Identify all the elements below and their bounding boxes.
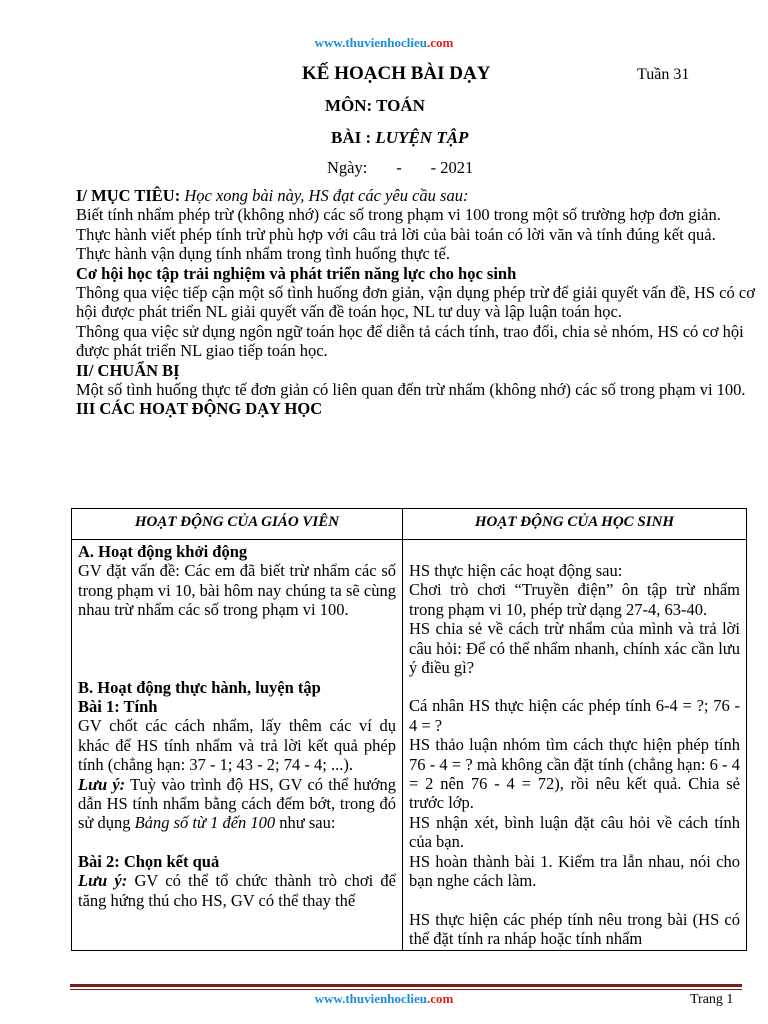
student-activity: HS nhận xét, bình luận đặt câu hỏi về cách tính của bạn. [409,812,740,852]
site-domain: .com [426,991,454,1006]
objectives-intro: Học xong bài này, HS đạt các yêu cầu sau: [184,186,469,205]
exercise-2-heading: Bài 2: Chọn kết quả [78,851,220,871]
note-1-italic: Bảng số từ 1 đến 100 [134,813,276,833]
objective-item: Biết tính nhẩm phép trừ (không nhớ) các số trong phạm vi 100 trong một số trường hợp đơn giản. [76,205,721,225]
student-activity: HS hoàn thành bài 1. Kiểm tra lẫn nhau, nói cho bạn nghe cách làm. [409,851,740,891]
student-activity: Chơi trò chơi “Truyền điện” ôn tập trừ nhẩm trong phạm vi 10, phép trừ dạng 27-4, 63-40. [409,580,740,619]
note-1 [78,775,396,833]
note-2 [78,871,396,910]
student-activity: HS thảo luận nhóm tìm cách thực hiện phép tính 76 - 4 = ? mà không cần đặt tính (chẳng hạn: 6 - 4 = 2 nên 76 - 4 = 72), rồi nêu kết quả. Chia sẻ trước lớp. [409,735,740,813]
subject-label: MÔN: TOÁN [325,96,425,115]
teacher-column-header: HOẠT ĐỘNG CỦA GIÁO VIÊN [72,509,403,540]
note-label: Lưu ý: [78,871,128,891]
student-column [403,540,747,951]
student-activity: Cá nhân HS thực hiện các phép tính 6-4 = ?; 76 - 4 = ? [409,696,740,735]
note-label: Lưu ý: [78,774,126,794]
date-line: Ngày: - - 2021 [327,158,474,177]
site-name: www.thuvienhoclieu [314,35,427,50]
activities-table [71,508,747,951]
objectives-heading: I/ MỤC TIÊU: [76,186,185,205]
site-domain: .com [426,35,454,50]
site-header [0,35,768,51]
section-a-text: GV đặt vấn đề: Các em đã biết trừ nhẩm các số trong phạm vi 10, bài hôm nay chúng ta sẽ cùng nhau trừ nhẩm các số trong phạm vi 100. [78,561,396,620]
student-activity: HS chia sẻ về cách trừ nhẩm của mình và trả lời câu hỏi: Để có thể nhẩm nhanh, chính xác cần lưu ý điều gì? [409,619,740,678]
student-column-header: HOẠT ĐỘNG CỦA HỌC SINH [403,509,747,540]
site-footer [0,991,768,1007]
objective-item: Thực hành viết phép tính trừ phù hợp với câu trả lời của bài toán có lời văn và tính đúng kết quả. [76,224,716,244]
page-title: KẾ HOẠCH BÀI DẠY [302,63,491,84]
lesson-name: LUYỆN TẬP [375,128,469,147]
preparation-text: Một số tình huống thực tế đơn giản có liên quan đến trừ nhẩm (không nhớ) các số trong phạm vi 100. [76,380,746,400]
week-label: Tuần 31 [637,66,690,83]
teacher-column [72,540,403,951]
exercise-1-text: GV chốt các cách nhẩm, lấy thêm các ví dụ khác để HS tính nhẩm và trả lời kết quả phép tính (chẳng hạn: 37 - 1; 43 - 2; 74 - 4; ...). [78,716,396,775]
site-name: www.thuvienhoclieu [314,991,427,1006]
objective-item: Thực hành vận dụng tính nhẩm trong tình huống thực tế. [76,244,450,264]
activities-heading: III CÁC HOẠT ĐỘNG DẠY HỌC [76,399,323,419]
objectives-section [76,186,768,419]
note-1-tail: như sau: [275,813,336,833]
page-number: Trang 1 [690,992,734,1007]
lesson-prefix: BÀI : [331,128,376,147]
preparation-heading: II/ CHUẨN BỊ [76,360,180,380]
exercise-1-heading: Bài 1: Tính [78,697,158,717]
section-b-heading: B. Hoạt động thực hành, luyện tập [78,677,321,697]
opportunity-heading: Cơ hội học tập trải nghiệm và phát triển năng lực cho học sinh [76,263,517,283]
opportunity-item: Thông qua việc sử dụng ngôn ngữ toán học để diễn tả cách tính, trao đổi, chia sẻ nhóm, HS có cơ hội được phát triển NL giao tiếp toán học. [76,321,744,361]
footer-rule [70,984,742,987]
note-2-text: GV có thể tổ chức thành trò chơi để tăng hứng thú cho HS, GV có thể thay thế [78,871,396,910]
lesson-title [331,128,468,148]
footer-rule-thin [70,989,742,990]
opportunity-item: Thông qua việc tiếp cận một số tình huống đơn giản, vận dụng phép trừ để giải quyết vấn đề, HS có cơ hội được phát triển NL giải quyết vấn đề toán học, NL tư duy và lập luận toán học. [76,283,755,322]
note-1-text: Tuỳ vào trình độ HS, GV có thể hướng dẫn HS tính nhẩm bằng cách đếm bớt, trong đó sử dụng [78,774,396,833]
student-activity: HS thực hiện các hoạt động sau: [409,561,623,580]
student-activity: HS thực hiện các phép tính nêu trong bài (HS có thể đặt tính ra nháp hoặc tính nhẩm [409,909,740,948]
section-a-heading: A. Hoạt động khởi động [78,542,248,561]
